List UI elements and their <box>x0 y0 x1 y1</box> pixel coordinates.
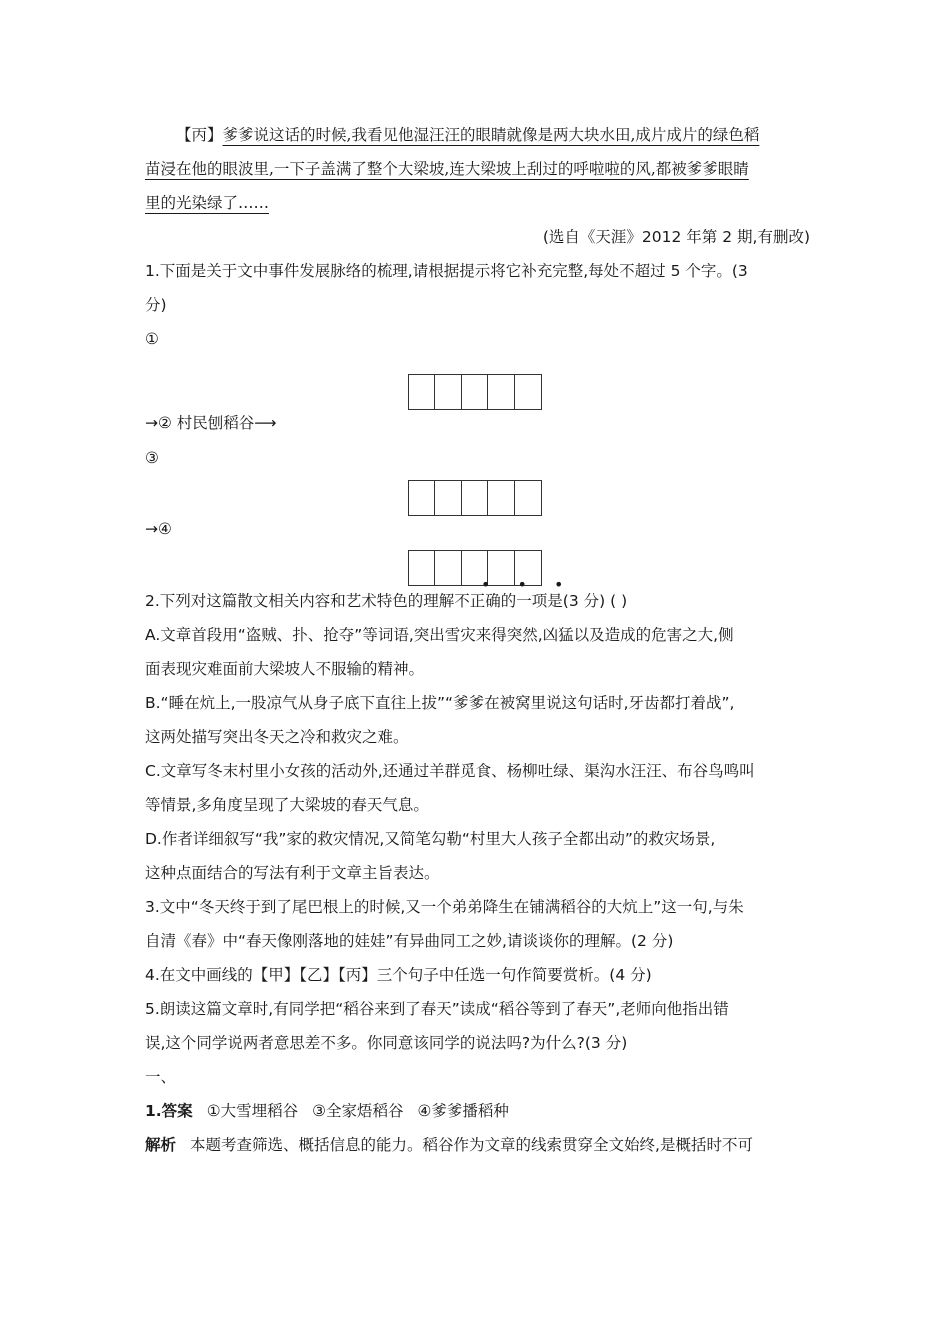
q2-option-a-line-2: 面表现灾难面前大梁坡人不服输的精神。 <box>145 660 425 678</box>
questions-block <box>145 584 810 1162</box>
analysis-line <box>145 1128 810 1162</box>
q4-line-1: 4.在文中画线的【甲】【乙】【丙】三个句子中任选一句作简要赏析。(4 分) <box>145 966 652 984</box>
q3-line-1: 3.文中“冬天终于到了尾巴根上的时候,又一个弟弟降生在铺满稻谷的大炕上”这一句,与朱 <box>145 898 744 916</box>
emphasis-dots: • • • <box>481 575 575 594</box>
q2-option-d-line-2: 这种点面结合的写法有利于文章主旨表达。 <box>145 864 440 882</box>
q1-stem-line-2: 分) <box>145 296 167 314</box>
q1-item-3: ③ <box>145 449 159 467</box>
q5-line-1: 5.朗读这篇文章时,有同学把“稻谷来到了春天”读成“稻谷等到了春天”,老师向他指出错 <box>145 1000 729 1018</box>
answer-1-item-3: ③全家焐稻谷 <box>312 1102 404 1120</box>
q1-item-2: →② 村民刨稻谷⟶ <box>145 414 277 432</box>
answer-1 <box>145 1094 810 1128</box>
analysis-text: 本题考查筛选、概括信息的能力。稻谷作为文章的线索贯穿全文始终,是概括时不可 <box>190 1136 753 1154</box>
q3-line-2: 自清《春》中“春天像刚落地的娃娃”有异曲同工之妙,请谈谈你的理解。(2 分) <box>145 932 674 950</box>
passage-bing-marker: 【丙】 <box>176 126 223 144</box>
answer-boxes-1[interactable] <box>408 374 542 410</box>
analysis-label: 解析 <box>145 1136 177 1154</box>
answer-1-item-4: ④爹爹播稻种 <box>417 1102 509 1120</box>
q1-item-4: →④ <box>145 520 172 538</box>
q1-item-1: ① <box>145 330 159 348</box>
passage-bing-underlined-end: 里的光染绿了…… <box>145 194 270 212</box>
q5-line-2: 误,这个同学说两者意思差不多。你同意该同学的说法吗?为什么?(3 分) <box>145 1034 628 1052</box>
q2-option-a-line-1: A.文章首段用“盗贼、扑、抢夺”等词语,突出雪灾来得突然,凶猛以及造成的危害之大,侧 <box>145 626 734 644</box>
answers-section-heading: 一、 <box>145 1068 177 1086</box>
q2-option-c-line-1: C.文章写冬末村里小女孩的活动外,还通过羊群觅食、杨柳吐绿、渠沟水汪汪、布谷鸟鸣叫 <box>145 762 755 780</box>
passage-bing-underlined-text: 爹爹说这话的时候,我看见他湿汪汪的眼睛就像是两大块水田,成片成片的绿色稻 <box>222 126 760 144</box>
document-page <box>145 118 810 356</box>
passage-bing-line-2: 苗浸在他的眼波里,一下子盖满了整个大梁坡,连大梁坡上刮过的呼啦啦的风,都被爹爹眼睛 <box>145 160 749 178</box>
q2-option-c-line-2: 等情景,多角度呈现了大梁坡的春天气息。 <box>145 796 429 814</box>
q1-stem-line-1: 1.下面是关于文中事件发展脉络的梳理,请根据提示将它补充完整,每处不超过 5 个字。(3 <box>145 262 748 280</box>
q2-option-d-line-1: D.作者详细叙写“我”家的救灾情况,又简笔勾勒“村里大人孩子全都出动”的救灾场景, <box>145 830 716 848</box>
source-citation: (选自《天涯》2012 年第 2 期,有删改) <box>542 228 810 246</box>
answer-1-label: 1.答案 <box>145 1102 193 1120</box>
passage-bing-line-1 <box>145 118 810 152</box>
answer-1-item-1: ①大雪埋稻谷 <box>206 1102 299 1120</box>
q2-option-b-line-2: 这两处描写突出冬天之冷和救灾之难。 <box>145 728 409 746</box>
q2-option-b-line-1: B.“睡在炕上,一股凉气从身子底下直往上拔”“爹爹在被窝里说这句话时,牙齿都打着战”, <box>145 694 735 712</box>
answer-boxes-3[interactable] <box>408 480 542 516</box>
q2-stem: 2.下列对这篇散文相关内容和艺术特色的理解不正确的一项是(3 分) ( ) <box>145 592 628 610</box>
passage-bing-line-3 <box>145 186 810 220</box>
